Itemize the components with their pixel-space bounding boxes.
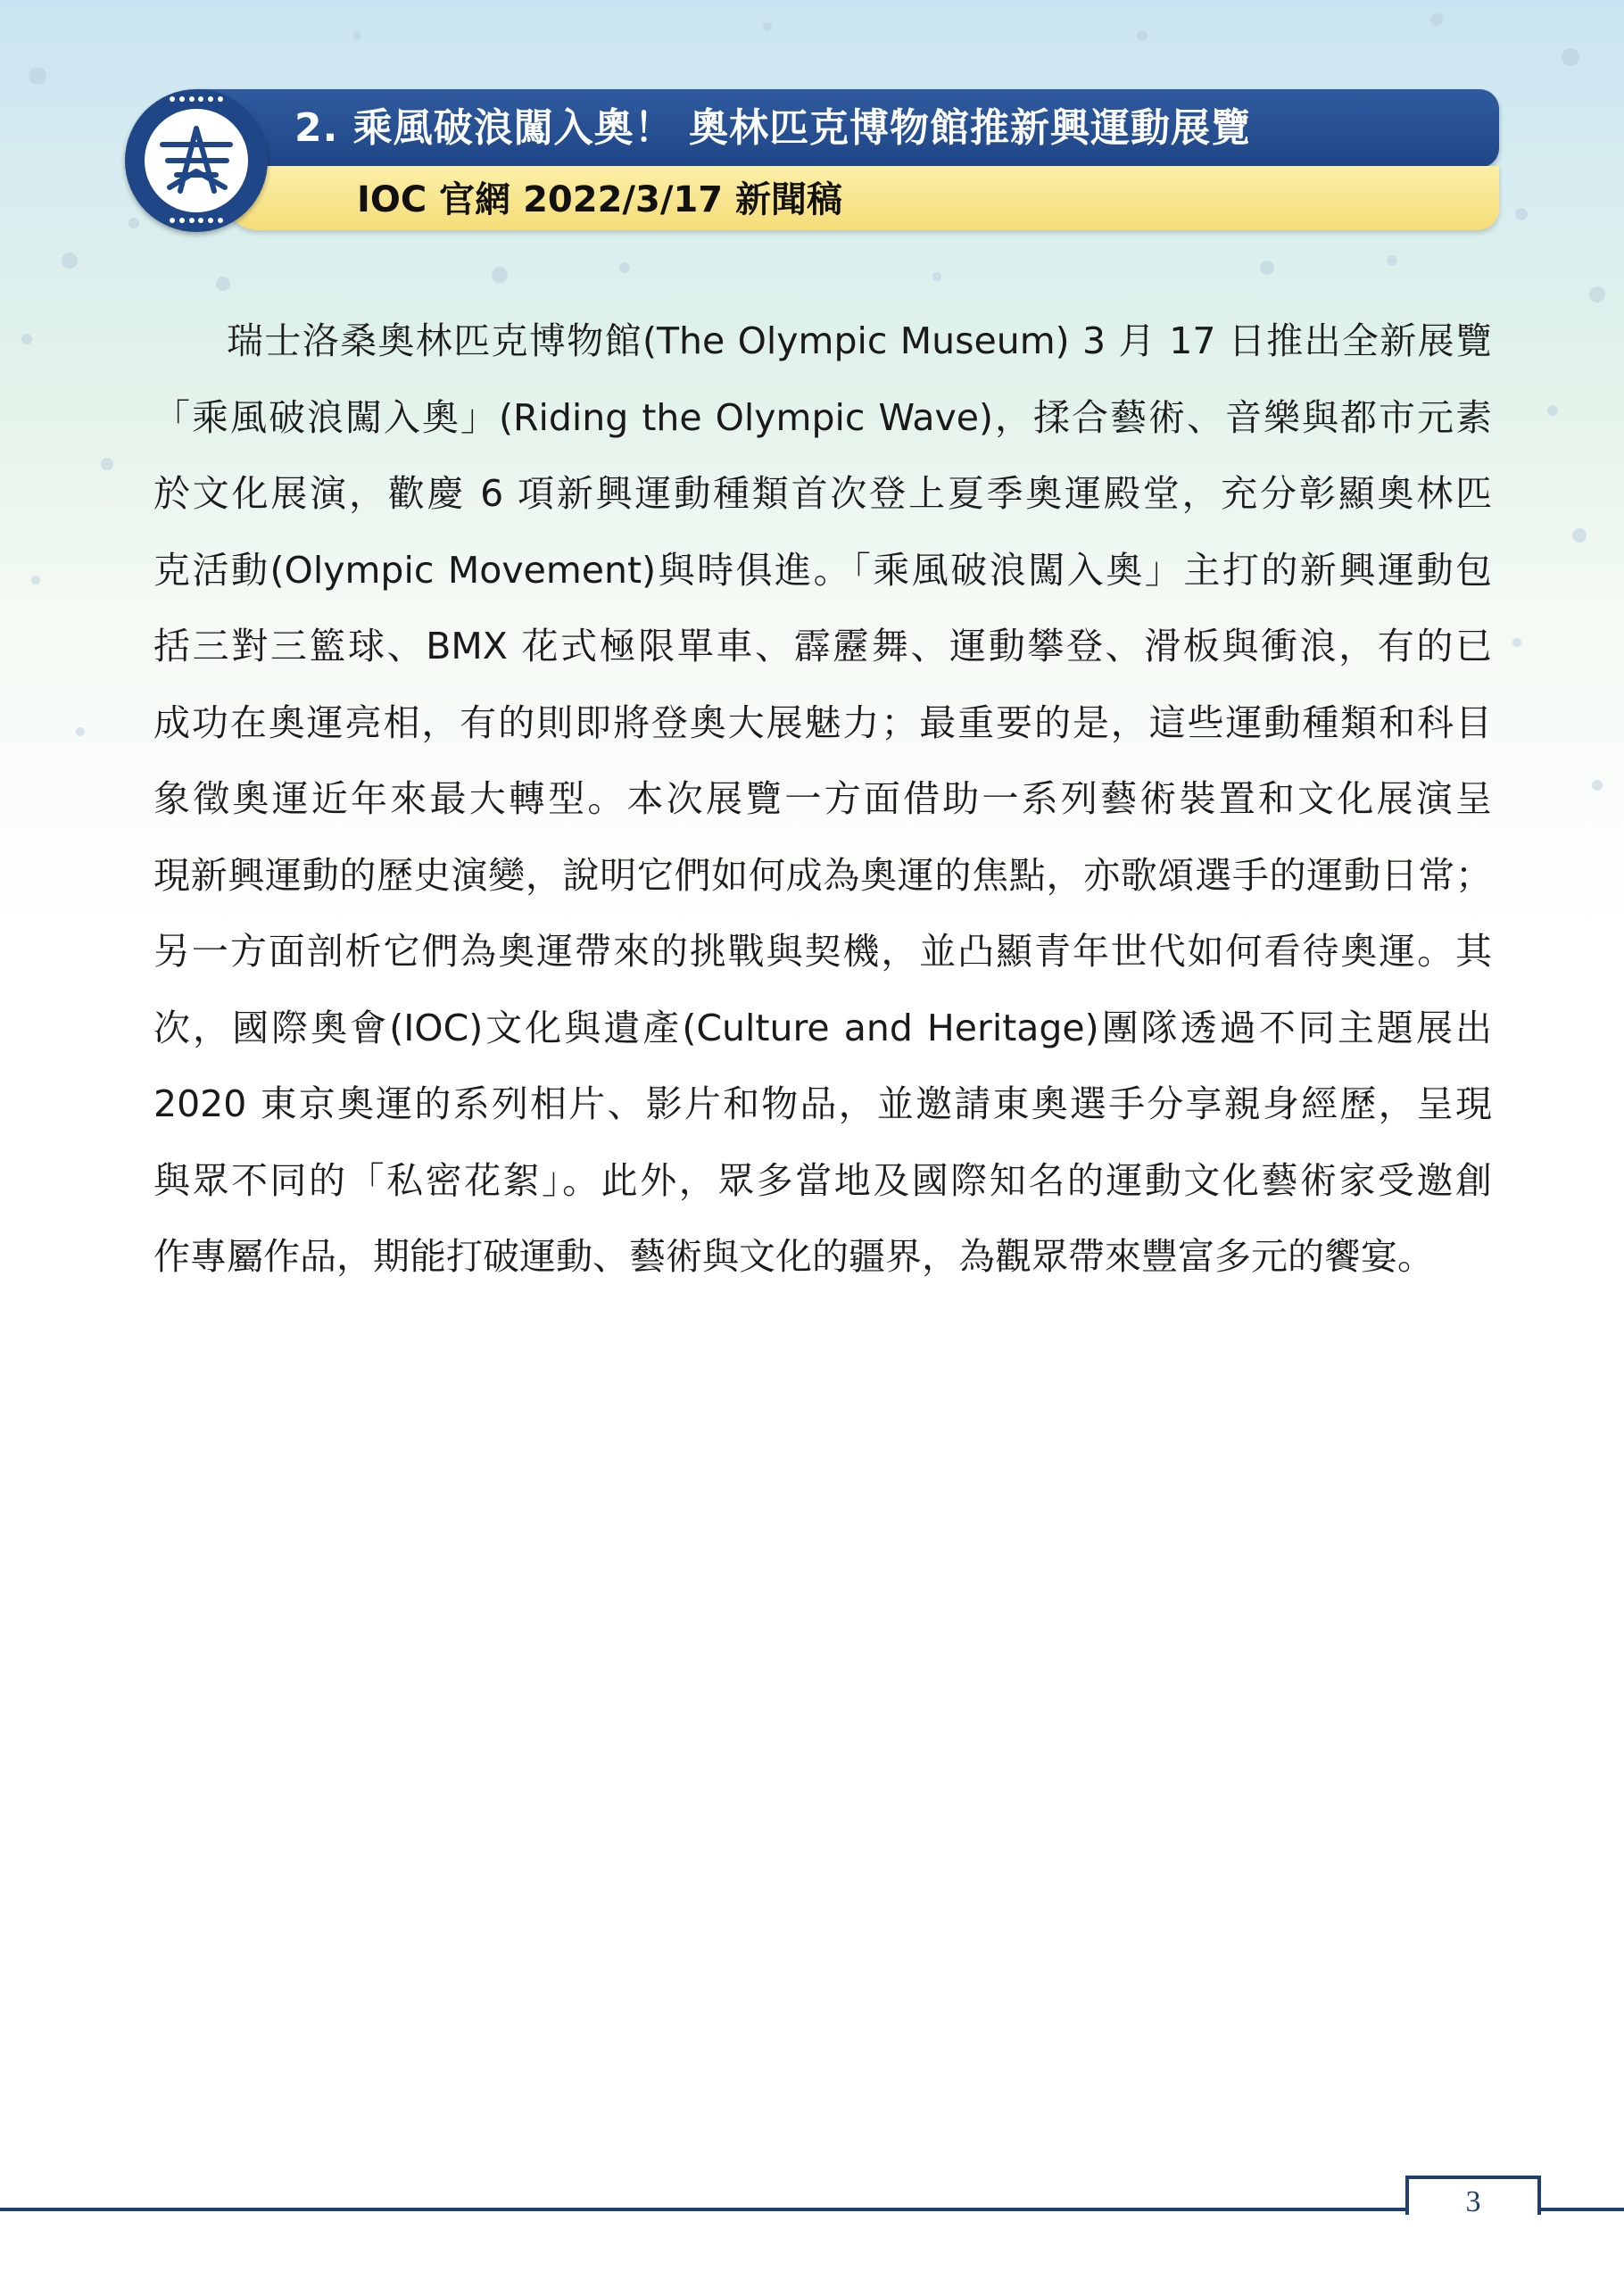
paragraph-line: 現新興運動的歷史演變，說明它們如何成為奧運的焦點，亦歌頌選手的運動日常；: [153, 853, 1492, 897]
paragraph-line: 括三對三籃球、BMX 花式極限單車、霹靂舞、運動攀登、滑板與衝浪，有的已: [153, 625, 1492, 667]
paragraph-line: 克活動(Olympic Movement)與時俱進。「乘風破浪闖入奧」主打的新興運動包: [153, 548, 1492, 592]
page-number: 3: [1465, 2185, 1481, 2218]
paragraph-line: 象徵奧運近年來最大轉型。本次展覽一方面借助一系列藝術裝置和文化展演呈: [153, 777, 1492, 820]
paragraph-line: 瑞士洛桑奧林匹克博物館(The Olympic Museum) 3 月 17 日推出全新展覽: [227, 319, 1492, 362]
paragraph-line: 作專屬作品，期能打破運動、藝術與文化的疆界，為觀眾帶來豐富多元的饗宴。: [153, 1235, 1434, 1278]
paragraph-line: 成功在奧運亮相，有的則即將登奧大展魅力；最重要的是，這些運動種類和科目: [153, 700, 1492, 744]
star-emblem-icon: [145, 109, 248, 212]
logo-dots-bottom: [170, 218, 223, 225]
paragraph-line: 於文化展演，歡慶 6 項新興運動種類首次登上夏季奧運殿堂，充分彰顯奧林匹: [153, 472, 1492, 515]
section-header-banner: [125, 89, 1499, 232]
paragraph-line: 「乘風破浪闖入奧」(Riding the Olympic Wave)，揉合藝術、音樂與都市元素: [153, 395, 1492, 439]
logo-badge: [125, 89, 268, 232]
paragraph-line: 2020 東京奧運的系列相片、影片和物品，並邀請東奧選手分享親身經歷，呈現: [153, 1082, 1492, 1125]
section-title: 2. 乘風破浪闖入奧！ 奧林匹克博物館推新興運動展覽: [294, 105, 1251, 151]
paragraph-line: 另一方面剖析它們為奧運帶來的挑戰與契機，並凸顯青年世代如何看待奧運。其: [153, 930, 1492, 973]
paragraph-line: 次，國際奧會(IOC)文化與遺產(Culture and Heritage)團隊透過不同主題展出: [153, 1006, 1492, 1049]
footer-rule: [0, 2208, 1624, 2211]
paragraph-line: 與眾不同的「私密花絮」。此外，眾多當地及國際知名的運動文化藝術家受邀創: [153, 1158, 1492, 1202]
logo-dots-top: [170, 96, 223, 104]
article-body: [153, 303, 1492, 1296]
section-subtitle: IOC 官網 2022/3/17 新聞稿: [357, 179, 843, 220]
